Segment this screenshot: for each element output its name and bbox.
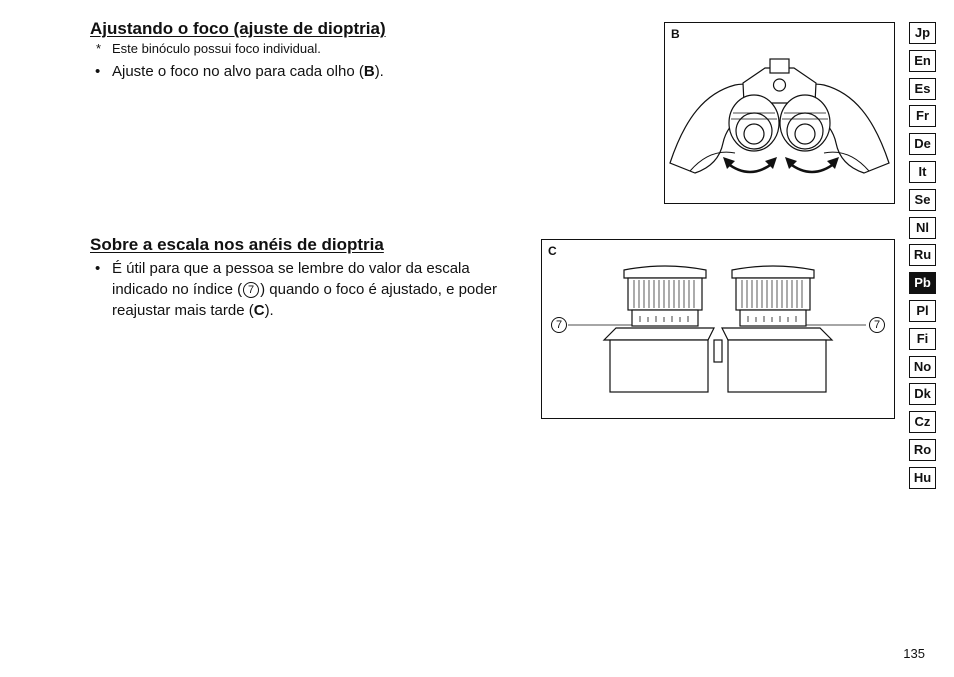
page-number: 135 — [903, 646, 925, 661]
note-text: Este binóculo possui foco individual. — [112, 41, 321, 56]
language-tab-list — [909, 22, 936, 495]
language-tab-hu[interactable]: Hu — [909, 467, 936, 489]
language-tab-pl[interactable]: Pl — [909, 300, 936, 322]
eyepiece-scale-illustration — [542, 240, 894, 418]
language-tab-de[interactable]: De — [909, 133, 936, 155]
note-marker: * — [96, 41, 102, 56]
figure-c-diopter-rings — [541, 239, 895, 419]
language-tab-nl[interactable]: Nl — [909, 217, 936, 239]
section-heading-scale: Sobre a escala nos anéis de dioptria — [90, 235, 384, 254]
language-tab-it[interactable]: It — [909, 161, 936, 183]
language-tab-dk[interactable]: Dk — [909, 383, 936, 405]
language-tab-jp[interactable]: Jp — [909, 22, 936, 44]
language-tab-pb[interactable]: Pb — [909, 272, 936, 294]
language-tab-en[interactable]: En — [909, 50, 936, 72]
section-heading-focus: Ajustando o foco (ajuste de dioptria) — [90, 19, 386, 38]
language-tab-fi[interactable]: Fi — [909, 328, 936, 350]
language-tab-ro[interactable]: Ro — [909, 439, 936, 461]
language-tab-fr[interactable]: Fr — [909, 105, 936, 127]
language-tab-no[interactable]: No — [909, 356, 936, 378]
list-item: • Ajuste o foco no alvo para cada olho (B). — [90, 61, 510, 82]
list-item: • É útil para que a pessoa se lembre do valor da escala indicado no índice ( 7 ) quando o foco é ajustado, e poder reajustar mais tarde (C). — [90, 258, 520, 321]
language-tab-se[interactable]: Se — [909, 189, 936, 211]
figure-label: B — [671, 27, 680, 41]
scale-bullet-list — [90, 258, 520, 321]
figure-label: C — [548, 244, 557, 258]
figure-reference: B — [363, 63, 375, 80]
language-tab-ru[interactable]: Ru — [909, 244, 936, 266]
binoculars-hands-illustration — [665, 23, 894, 203]
language-tab-es[interactable]: Es — [909, 78, 936, 100]
note-individual-focus — [96, 41, 321, 56]
figure-b-binoculars-focus — [664, 22, 895, 204]
figure-reference: C — [253, 302, 265, 319]
callout-7: 7 — [243, 282, 259, 298]
focus-bullet-list — [90, 61, 510, 82]
language-tab-cz[interactable]: Cz — [909, 411, 936, 433]
callout-7-right: 7 — [869, 317, 885, 333]
callout-7-left: 7 — [551, 317, 567, 333]
